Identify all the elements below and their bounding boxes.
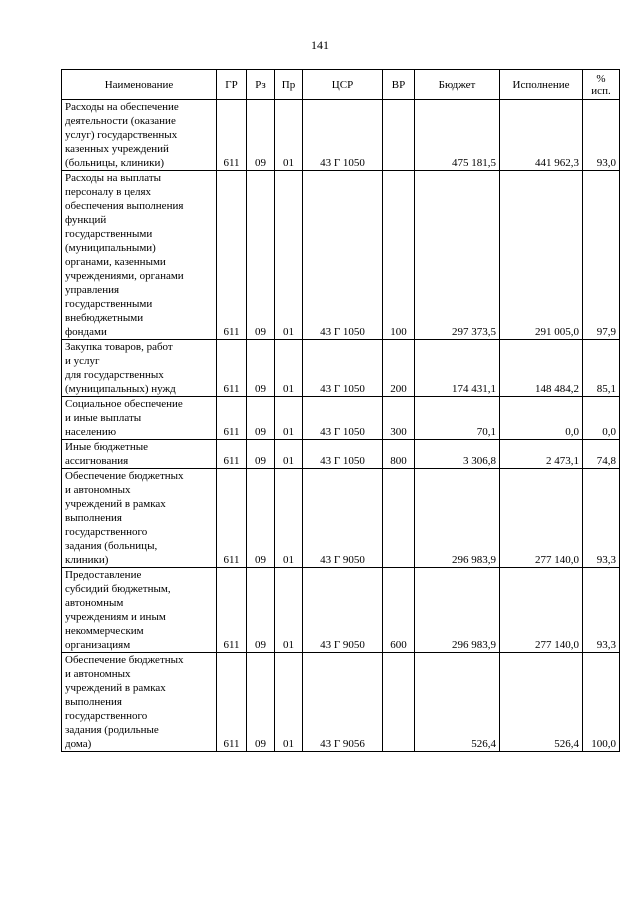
header-percent-label: исп. [591, 84, 611, 97]
cell-execution: 2 473,1 [500, 440, 583, 469]
cell-name-line: Иные бюджетные [65, 441, 149, 453]
cell-budget: 174 431,1 [415, 340, 500, 397]
cell-name-line: населению [65, 426, 117, 438]
cell-percent: 85,1 [583, 340, 620, 397]
header-pr: Пр [275, 70, 303, 100]
cell-name-line: и иные выплаты [65, 412, 142, 424]
cell-name-line: органами, казенными [65, 256, 166, 268]
cell-name-line: государственного [65, 710, 148, 722]
cell-csr: 43 Г 1050 [303, 397, 383, 440]
cell-name-line: (муниципальных) нужд [65, 383, 176, 395]
cell-pr: 01 [275, 100, 303, 171]
cell-rz: 09 [247, 440, 275, 469]
cell-rz: 09 [247, 568, 275, 653]
cell-percent: 93,3 [583, 469, 620, 568]
cell-name [62, 469, 217, 568]
table-row [62, 340, 620, 397]
cell-name-line: для государственных [65, 369, 164, 381]
header-budget: Бюджет [415, 70, 500, 100]
cell-name-line: функций [65, 214, 107, 226]
cell-name-line: клиники) [65, 554, 109, 566]
cell-name-line: (муниципальными) [65, 242, 156, 254]
cell-budget: 296 983,9 [415, 568, 500, 653]
cell-name-line: выполнения [65, 696, 122, 708]
cell-name-line: Социальное обеспечение [65, 398, 183, 410]
cell-name-line: государственного [65, 526, 148, 538]
cell-gr: 611 [217, 440, 247, 469]
cell-name-line: деятельности (оказание [65, 115, 176, 127]
cell-name-line: Обеспечение бюджетных [65, 654, 184, 666]
cell-budget: 70,1 [415, 397, 500, 440]
cell-csr: 43 Г 1050 [303, 340, 383, 397]
cell-name-line: задания (родильные [65, 724, 159, 736]
cell-name [62, 653, 217, 752]
cell-gr: 611 [217, 340, 247, 397]
header-vr: ВР [383, 70, 415, 100]
cell-rz: 09 [247, 653, 275, 752]
cell-pr: 01 [275, 340, 303, 397]
cell-pr: 01 [275, 568, 303, 653]
cell-name-line: и автономных [65, 668, 131, 680]
cell-vr: 200 [383, 340, 415, 397]
table-row [62, 469, 620, 568]
cell-name-line: обеспечения выполнения [65, 200, 184, 212]
cell-budget: 475 181,5 [415, 100, 500, 171]
cell-execution: 441 962,3 [500, 100, 583, 171]
cell-name-line: фондами [65, 326, 107, 338]
cell-name-line: выполнения [65, 512, 122, 524]
cell-percent: 93,3 [583, 568, 620, 653]
cell-rz: 09 [247, 340, 275, 397]
cell-name-line: государственными [65, 228, 153, 240]
cell-name-line: Расходы на выплаты [65, 172, 162, 184]
header-rz: Рз [247, 70, 275, 100]
cell-pr: 01 [275, 653, 303, 752]
cell-budget: 526,4 [415, 653, 500, 752]
cell-name-line: ассигнования [65, 455, 129, 467]
cell-name-line: задания (больницы, [65, 540, 158, 552]
table-row [62, 568, 620, 653]
cell-vr: 600 [383, 568, 415, 653]
cell-execution: 526,4 [500, 653, 583, 752]
cell-vr [383, 100, 415, 171]
table-row [62, 100, 620, 171]
cell-name-line: некоммерческим [65, 625, 144, 637]
cell-name-line: организациям [65, 639, 131, 651]
cell-name-line: Предоставление [65, 569, 142, 581]
cell-budget: 296 983,9 [415, 469, 500, 568]
cell-gr: 611 [217, 568, 247, 653]
cell-percent: 0,0 [583, 397, 620, 440]
table-header-row [62, 70, 620, 100]
header-name: Наименование [62, 70, 217, 100]
table-body [62, 100, 620, 752]
cell-gr: 611 [217, 397, 247, 440]
table-row [62, 171, 620, 340]
header-execution: Исполнение [500, 70, 583, 100]
cell-name-line: государственными [65, 298, 153, 310]
table-row [62, 397, 620, 440]
cell-name-line: (больницы, клиники) [65, 157, 165, 169]
cell-name [62, 171, 217, 340]
page-number: 141 [311, 38, 329, 52]
cell-name [62, 440, 217, 469]
cell-name-line: услуг) государственных [65, 129, 178, 141]
header-percent-symbol: % [596, 72, 606, 85]
cell-name [62, 100, 217, 171]
cell-name-line: казенных учреждений [65, 143, 169, 155]
cell-rz: 09 [247, 469, 275, 568]
cell-gr: 611 [217, 653, 247, 752]
cell-gr: 611 [217, 171, 247, 340]
cell-csr: 43 Г 1050 [303, 171, 383, 340]
cell-name-line: Закупка товаров, работ [65, 341, 173, 353]
header-gr: ГР [217, 70, 247, 100]
cell-rz: 09 [247, 171, 275, 340]
cell-execution: 291 005,0 [500, 171, 583, 340]
cell-vr [383, 469, 415, 568]
cell-pr: 01 [275, 171, 303, 340]
header-csr: ЦСР [303, 70, 383, 100]
cell-name-line: персоналу в целях [65, 186, 152, 198]
cell-name-line: дома) [65, 738, 92, 750]
cell-rz: 09 [247, 397, 275, 440]
cell-pr: 01 [275, 397, 303, 440]
cell-execution: 277 140,0 [500, 568, 583, 653]
cell-name-line: учреждений в рамках [65, 498, 166, 510]
cell-name-line: и автономных [65, 484, 131, 496]
cell-vr: 300 [383, 397, 415, 440]
cell-name [62, 340, 217, 397]
cell-name [62, 397, 217, 440]
cell-name [62, 568, 217, 653]
cell-vr: 100 [383, 171, 415, 340]
cell-name-line: учреждений в рамках [65, 682, 166, 694]
cell-vr: 800 [383, 440, 415, 469]
cell-csr: 43 Г 9050 [303, 568, 383, 653]
cell-name-line: Обеспечение бюджетных [65, 470, 184, 482]
cell-csr: 43 Г 9050 [303, 469, 383, 568]
cell-gr: 611 [217, 100, 247, 171]
cell-execution: 148 484,2 [500, 340, 583, 397]
cell-name-line: субсидий бюджетным, [65, 583, 171, 595]
cell-name-line: учреждениями, органами [65, 270, 184, 282]
cell-name-line: автономным [65, 597, 124, 609]
cell-percent: 100,0 [583, 653, 620, 752]
header-percent [583, 70, 620, 100]
cell-name-line: Расходы на обеспечение [65, 101, 179, 113]
cell-budget: 297 373,5 [415, 171, 500, 340]
cell-csr: 43 Г 1050 [303, 100, 383, 171]
cell-percent: 74,8 [583, 440, 620, 469]
cell-name-line: внебюджетными [65, 312, 144, 324]
budget-execution-table [61, 69, 620, 752]
cell-pr: 01 [275, 469, 303, 568]
cell-gr: 611 [217, 469, 247, 568]
cell-budget: 3 306,8 [415, 440, 500, 469]
cell-execution: 277 140,0 [500, 469, 583, 568]
cell-csr: 43 Г 1050 [303, 440, 383, 469]
cell-percent: 97,9 [583, 171, 620, 340]
cell-rz: 09 [247, 100, 275, 171]
table-row [62, 440, 620, 469]
cell-name-line: учреждениям и иным [65, 611, 166, 623]
cell-csr: 43 Г 9056 [303, 653, 383, 752]
cell-name-line: управления [65, 284, 120, 296]
cell-pr: 01 [275, 440, 303, 469]
cell-percent: 93,0 [583, 100, 620, 171]
table-row [62, 653, 620, 752]
cell-execution: 0,0 [500, 397, 583, 440]
cell-name-line: и услуг [65, 355, 100, 367]
cell-vr [383, 653, 415, 752]
